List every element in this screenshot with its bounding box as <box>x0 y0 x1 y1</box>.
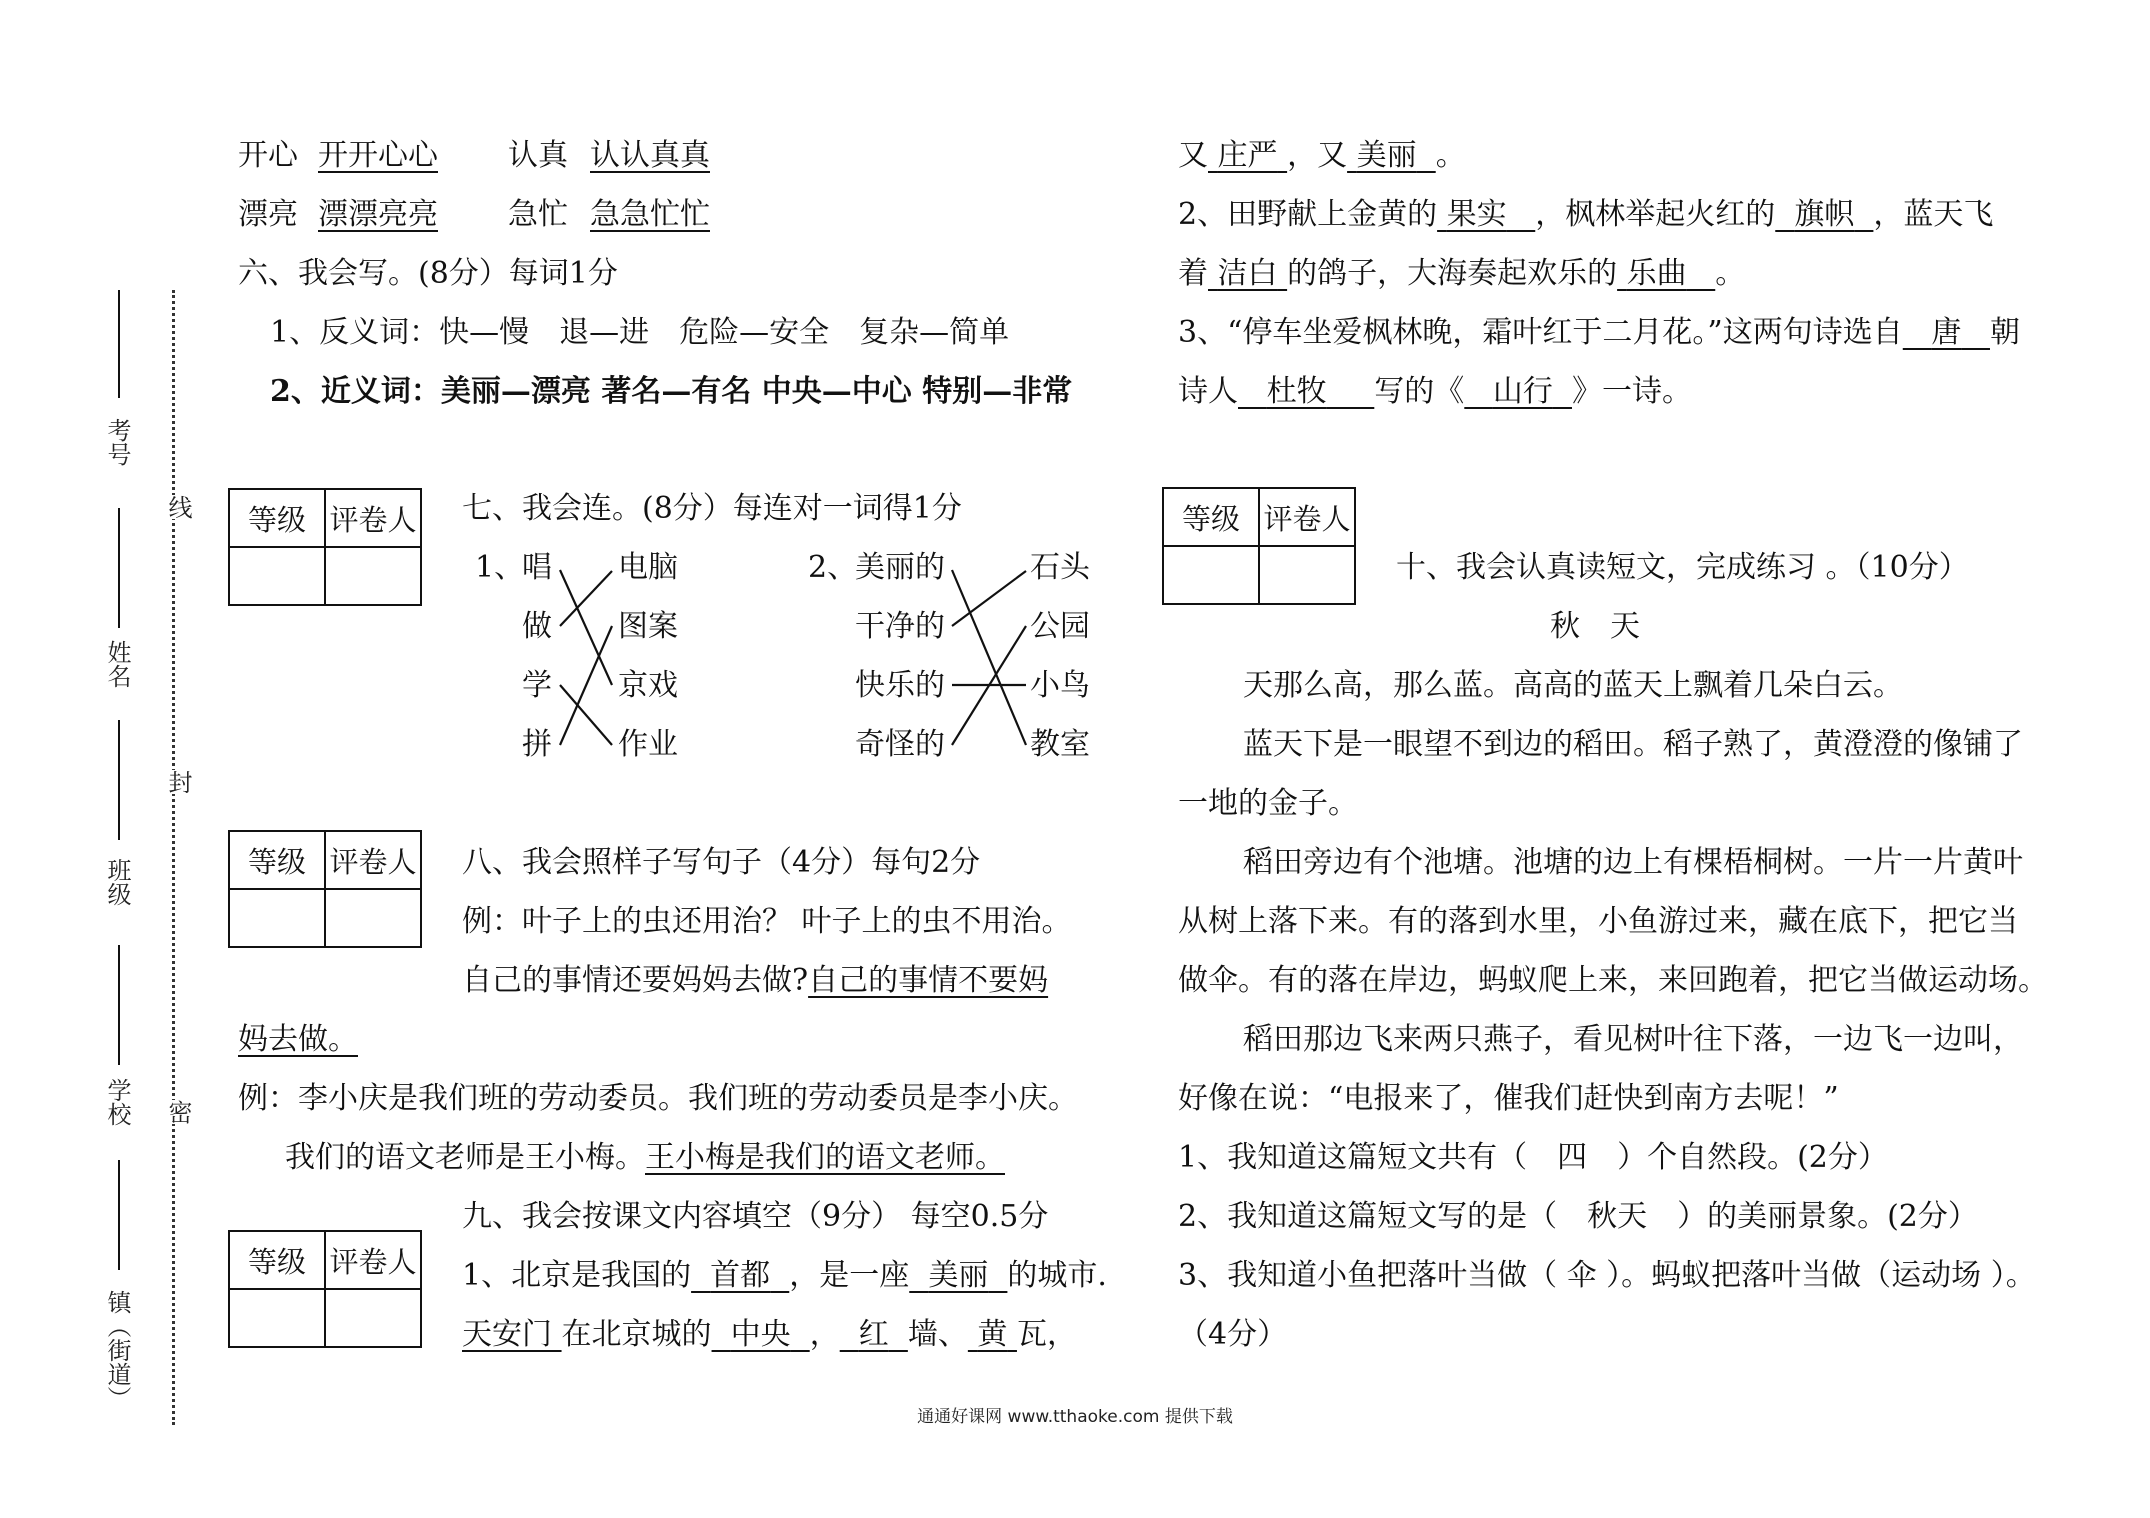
match-left-item: 拼 <box>522 727 552 762</box>
match-right-item: 小鸟 <box>1030 668 1090 703</box>
answer-blank: 首都 <box>710 1258 771 1293</box>
passage-title: 秋 天 <box>1550 609 1640 644</box>
grader-header: 评卷人 <box>325 831 421 889</box>
match-left-item: 快乐的 <box>855 668 945 703</box>
section-6-title: 六、我会写。(8分）每词1分 <box>238 256 618 291</box>
footer-credit: 通通好课网 www.tthaoke.com 提供下载 <box>917 1407 1233 1427</box>
example-1: 例：叶子上的虫还用治？ 叶子上的虫不用治。 <box>462 904 1072 939</box>
passage-line: 好像在说：“电报来了，催我们赶快到南方去呢！” <box>1178 1081 1839 1116</box>
fill-line-4 <box>1178 197 1993 233</box>
grade-header: 等级 <box>229 831 325 889</box>
answer-blank: 旗帜 <box>1794 197 1855 232</box>
match-left-item: 干净的 <box>855 609 945 644</box>
grade-cell <box>229 889 325 947</box>
text: ， <box>809 1317 840 1352</box>
question-1 <box>462 963 1048 999</box>
fill-line-7 <box>1178 374 1692 410</box>
synonyms-line: 2、近义词：美丽—漂亮 著名—有名 中央—中心 特别—非常 <box>270 374 1073 409</box>
text: 着 <box>1178 256 1208 291</box>
match-line <box>560 626 612 745</box>
answer-blank: 果实 <box>1446 197 1507 232</box>
answer-blank: 庄严 <box>1217 138 1278 173</box>
passage-line: 稻田那边飞来两只燕子，看见树叶往下落，一边飞一边叫， <box>1243 1022 2023 1057</box>
answer-blank: 唐 <box>1931 315 1962 350</box>
grader-header: 评卷人 <box>1259 488 1355 546</box>
answer-blank: 漂漂亮亮 <box>318 197 438 232</box>
answer-blank: 黄 <box>977 1317 1008 1352</box>
word: 急忙 <box>508 197 568 232</box>
question-3: 3、我知道小鱼把落叶当做（ 伞 ）。蚂蚁把落叶当做（运动场 ）。 <box>1178 1258 2036 1293</box>
section-8-title: 八、我会照样子写句子（4分）每句2分 <box>462 845 981 880</box>
match-group-2-number: 2、 <box>808 550 858 585</box>
match-right-item: 公园 <box>1030 609 1090 644</box>
seal-char-xian: 线 <box>161 495 196 519</box>
grade-box <box>228 830 422 948</box>
match-right-item: 教室 <box>1030 727 1090 762</box>
grader-cell <box>325 1289 421 1347</box>
match-line <box>560 685 612 745</box>
answer-blank: 天安门 <box>462 1317 552 1352</box>
seal-char-feng: 封 <box>161 770 196 794</box>
match-right-item: 电脑 <box>618 550 678 585</box>
fill-line-6 <box>1178 315 2020 351</box>
match-right-item: 图案 <box>618 609 678 644</box>
text: ，是一座 <box>789 1258 910 1293</box>
match-line <box>560 570 612 685</box>
answer-continuation <box>238 1022 358 1058</box>
section-7-title: 七、我会连。(8分）每连对一词得1分 <box>462 491 962 526</box>
label-school: 学校 <box>103 1078 131 1126</box>
match-left-item: 做 <box>522 609 552 644</box>
section-9-title: 九、我会按课文内容填空（9分） 每空0.5分 <box>462 1199 1049 1234</box>
answer-blank: 山行 <box>1492 374 1553 409</box>
grade-cell <box>1163 546 1259 604</box>
match-group-1-number: 1、 <box>475 550 525 585</box>
text: 。 <box>1435 138 1466 173</box>
answer-blank: 中央 <box>730 1317 791 1352</box>
text: 写的《 <box>1374 374 1465 409</box>
answer-blank: 杜牧 <box>1266 374 1327 409</box>
text: 瓦， <box>1016 1317 1077 1352</box>
answer-blank: 美丽 <box>928 1258 989 1293</box>
match-left-item: 学 <box>522 668 552 703</box>
label-town: 镇（街道） <box>103 1290 131 1410</box>
answer-blank: 自己的事情不要妈 <box>808 963 1049 998</box>
answer-blank: 美丽 <box>1356 138 1417 173</box>
answer-blank: 开开心心 <box>318 138 438 173</box>
passage-line: 稻田旁边有个池塘。池塘的边上有棵梧桐树。一片一片黄叶 <box>1243 845 2023 880</box>
question-text: 我们的语文老师是王小梅。 <box>285 1140 645 1175</box>
match-line <box>560 571 612 626</box>
answer-blank: 急急忙忙 <box>590 197 710 232</box>
answer-blank: 妈去做。 <box>238 1022 358 1057</box>
grader-header: 评卷人 <box>325 489 421 547</box>
match-left-item: 美丽的 <box>855 550 945 585</box>
grade-header: 等级 <box>229 1231 325 1289</box>
question-3-points: （4分） <box>1178 1317 1288 1352</box>
text: 》一诗。 <box>1571 374 1692 409</box>
passage-line: 天那么高，那么蓝。高高的蓝天上飘着几朵白云。 <box>1243 668 1903 703</box>
answer-blank: 乐曲 <box>1626 256 1687 291</box>
word: 开心 <box>238 138 298 173</box>
text: 又 <box>1178 138 1208 173</box>
fill-line-2 <box>462 1317 1077 1353</box>
text: 2、田野献上金黄的 <box>1178 197 1438 232</box>
grade-cell <box>229 1289 325 1347</box>
text: ，又 <box>1287 138 1348 173</box>
text: 在北京城的 <box>561 1317 712 1352</box>
answer-blank: 认认真真 <box>590 138 710 173</box>
label-class: 班级 <box>103 858 131 906</box>
fill-line-3 <box>1178 138 1466 174</box>
answer-blank: 王小梅是我们的语文老师。 <box>645 1140 1005 1175</box>
match-line <box>952 570 1026 745</box>
text: 朝 <box>1989 315 2020 350</box>
grader-header: 评卷人 <box>325 1231 421 1289</box>
text: 。 <box>1715 256 1746 291</box>
question-2: 2、我知道这篇短文写的是（ 秋天 ）的美丽景象。(2分） <box>1178 1199 1978 1234</box>
label-exam-number: 考号 <box>103 418 131 466</box>
match-right-item: 京戏 <box>618 668 678 703</box>
text: ，枫林举起火红的 <box>1535 197 1776 232</box>
grade-header: 等级 <box>1163 488 1259 546</box>
question-2 <box>285 1140 1005 1176</box>
example-2: 例：李小庆是我们班的劳动委员。我们班的劳动委员是李小庆。 <box>238 1081 1078 1116</box>
word: 漂亮 <box>238 197 298 232</box>
text: 墙、 <box>907 1317 968 1352</box>
grader-cell <box>325 889 421 947</box>
grade-box <box>1162 487 1356 605</box>
label-name: 姓名 <box>103 640 131 688</box>
text: 的鸽子，大海奏起欢乐的 <box>1287 256 1618 291</box>
match-right-item: 石头 <box>1030 550 1090 585</box>
seal-char-mi: 密 <box>161 1100 196 1124</box>
match-right-item: 作业 <box>618 727 678 762</box>
grader-cell <box>1259 546 1355 604</box>
section-10-title: 十、我会认真读短文，完成练习 。（10分） <box>1396 550 1969 585</box>
grade-box <box>228 1230 422 1348</box>
text: 3、“停车坐爱枫林晚，霜叶红于二月花。”这两句诗选自 <box>1178 315 1903 350</box>
match-left-item: 唱 <box>522 550 552 585</box>
text: ，蓝天飞 <box>1873 197 1994 232</box>
text: 诗人 <box>1178 374 1238 409</box>
grade-header: 等级 <box>229 489 325 547</box>
antonyms-line: 1、反义词：快—慢 退—进 危险—安全 复杂—简单 <box>270 315 1010 350</box>
text: 1、北京是我国的 <box>462 1258 692 1293</box>
passage-line: 蓝天下是一眼望不到边的稻田。稻子熟了，黄澄澄的像铺了 <box>1243 727 2023 762</box>
passage-line: 从树上落下来。有的落到水里，小鱼游过来，藏在底下，把它当 <box>1178 904 2018 939</box>
word: 认真 <box>508 138 568 173</box>
text: 的城市. <box>1007 1258 1107 1293</box>
passage-line: 一地的金子。 <box>1178 786 1358 821</box>
answer-blank: 洁白 <box>1217 256 1278 291</box>
question-1: 1、我知道这篇短文共有（ 四 ）个自然段。(2分） <box>1178 1140 1888 1175</box>
fill-line-1 <box>462 1258 1107 1294</box>
question-text: 自己的事情还要妈妈去做? <box>462 963 809 998</box>
fill-line-5 <box>1178 256 1745 292</box>
match-left-item: 奇怪的 <box>855 727 945 762</box>
answer-blank: 红 <box>858 1317 889 1352</box>
passage-line: 做伞。有的落在岸边，蚂蚁爬上来，来回跑着，把它当做运动场。 <box>1178 963 2048 998</box>
